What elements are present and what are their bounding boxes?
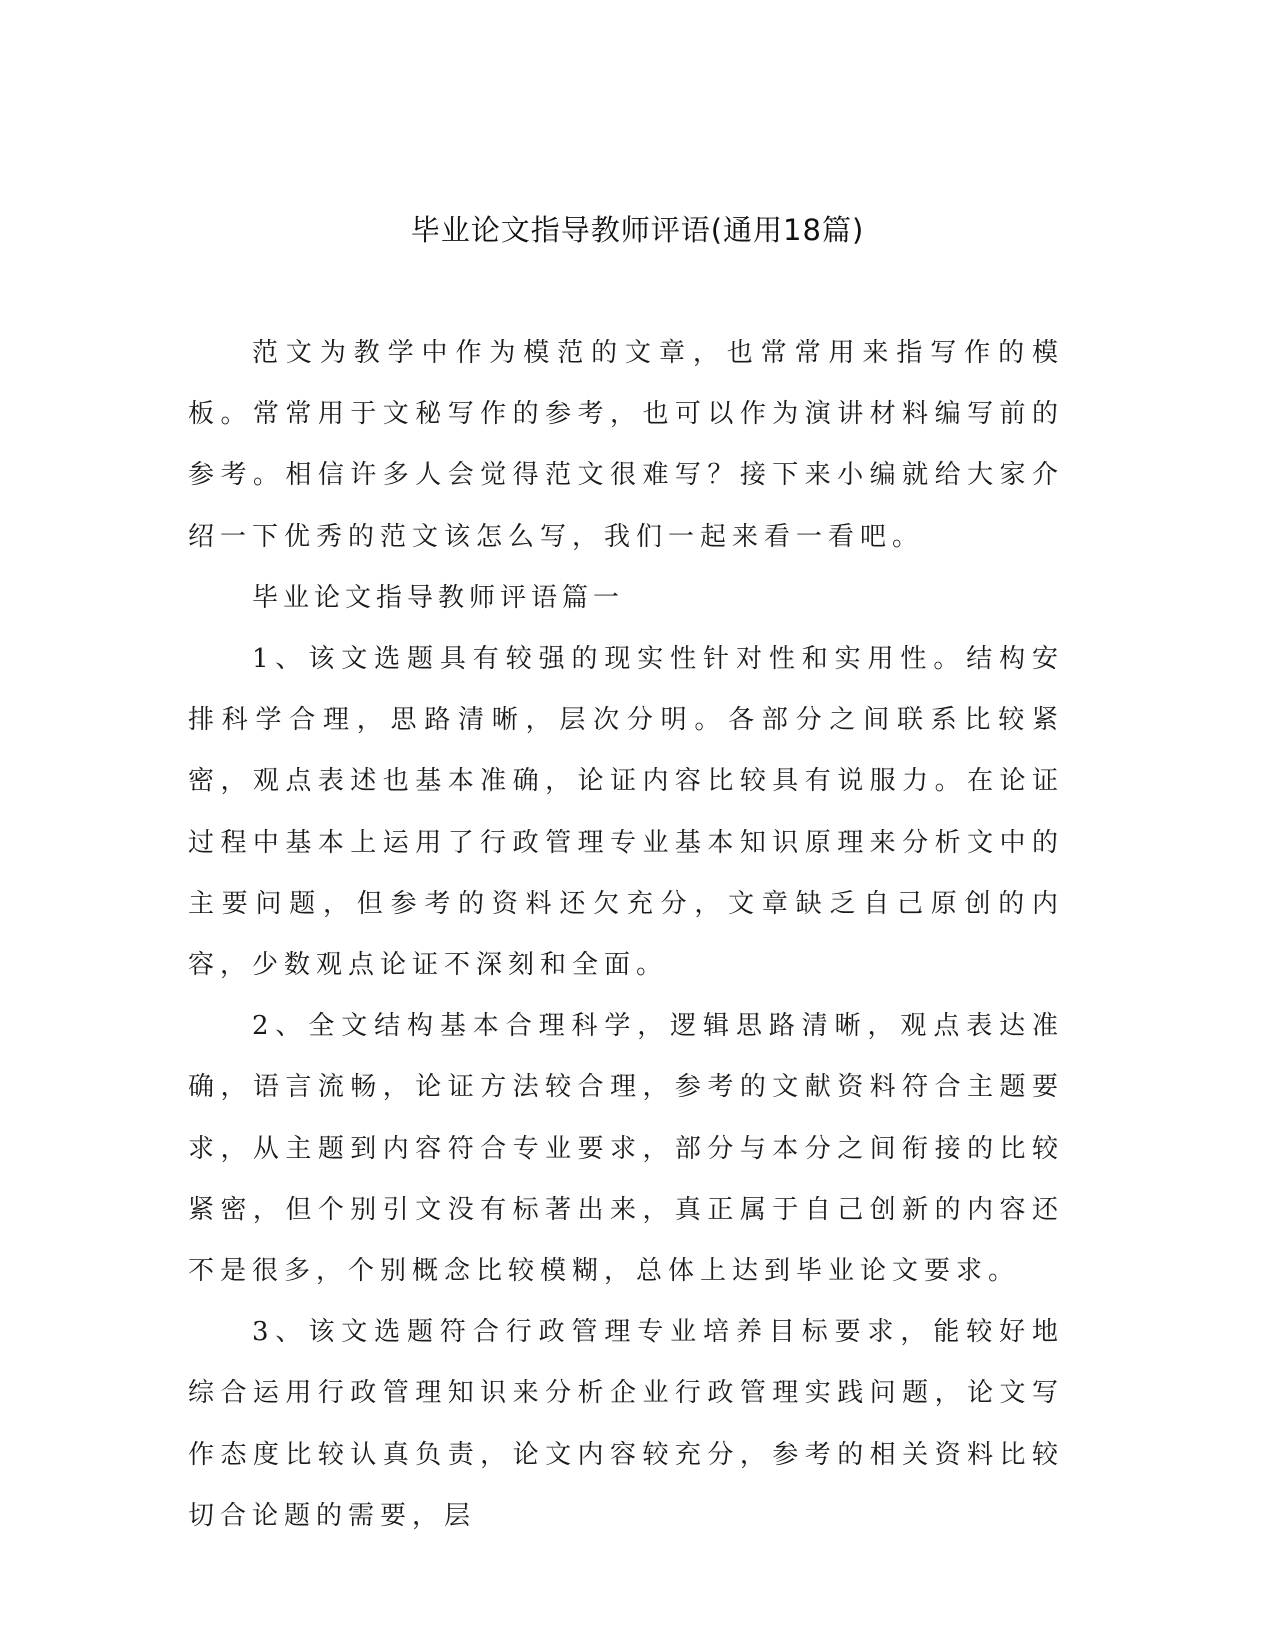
- intro-paragraph: 范文为教学中作为模范的文章，也常常用来指写作的模板。常常用于文秘写作的参考，也可以作为演讲材料编写前的参考。相信许多人会觉得范文很难写？接下来小编就给大家介绍一下优秀的范文该怎么写，我们一起来看一看吧。: [188, 338, 1064, 552]
- document-body: [188, 323, 1064, 1547]
- comment-paragraph-1: 1、该文选题具有较强的现实性针对性和实用性。结构安排科学合理，思路清晰，层次分明。各部分之间联系比较紧密，观点表述也基本准确，论证内容比较具有说服力。在论证过程中基本上运用了行政管理专业基本知识原理来分析文中的主要问题，但参考的资料还欠充分，文章缺乏自己原创的内容，少数观点论证不深刻和全面。: [188, 644, 1064, 981]
- section-heading: 毕业论文指导教师评语篇一: [252, 582, 625, 613]
- document-title: 毕业论文指导教师评语(通用18篇): [410, 213, 865, 247]
- comment-paragraph-2: 2、全文结构基本合理科学，逻辑思路清晰，观点表达准确，语言流畅，论证方法较合理，参考的文献资料符合主题要求，从主题到内容符合专业要求，部分与本分之间衔接的比较紧密，但个别引文没有标著出来，真正属于自己创新的内容还不是很多，个别概念比较模糊，总体上达到毕业论文要求。: [188, 1011, 1064, 1287]
- comment-paragraph-3: 3、该文选题符合行政管理专业培养目标要求，能较好地综合运用行政管理知识来分析企业行政管理实践问题，论文写作态度比较认真负责，论文内容较充分，参考的相关资料比较切合论题的需要，层: [188, 1317, 1064, 1531]
